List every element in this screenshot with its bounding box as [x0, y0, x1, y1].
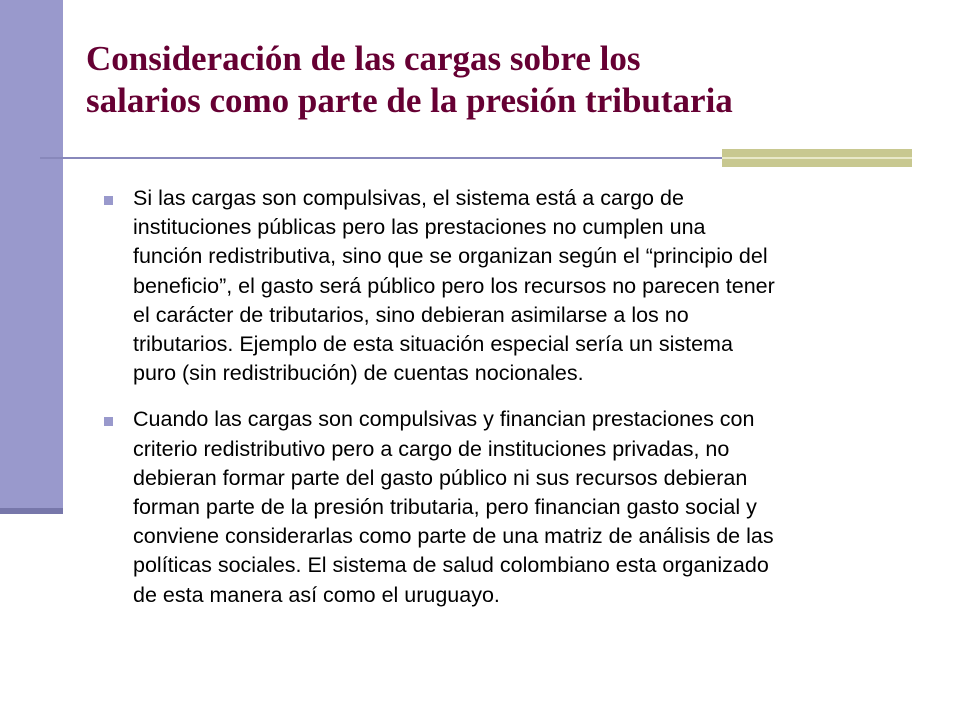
- bullet-text-line: instituciones públicas pero las prestaciones no cumplen una: [133, 215, 706, 240]
- bullet-text: [133, 184, 934, 388]
- bullet-text-line: beneficio”, el gasto será público pero los recursos no parecen tener: [133, 273, 775, 298]
- bullet-text-line: políticas sociales. El sistema de salud colombiano esta organizado: [133, 553, 769, 578]
- title-divider-accent-stripe: [722, 157, 912, 159]
- square-bullet-icon: [104, 196, 113, 205]
- bullet-text-line: forman parte de la presión tributaria, pero financian gasto social y: [133, 495, 757, 520]
- bullet-text-line: criterio redistributivo pero a cargo de instituciones privadas, no: [133, 436, 730, 461]
- bullet-text-line: tributarios. Ejemplo de esta situación especial sería un sistema: [133, 332, 733, 357]
- bullet-item-compulsory-private: [104, 405, 934, 609]
- bullet-text-line: Si las cargas son compulsivas, el sistema está a cargo de: [133, 186, 684, 210]
- bullet-text-line: función redistributiva, sino que se organizan según el “principio del: [133, 244, 768, 269]
- bullet-text-line: de esta manera así como el uruguayo.: [133, 582, 500, 607]
- bullet-text-line: Cuando las cargas son compulsivas y financian prestaciones con: [133, 407, 755, 432]
- slide-title-line-2: salarios como parte de la presión tributaria: [86, 81, 733, 120]
- left-decor-bar: [0, 0, 63, 512]
- bullet-list: [104, 184, 934, 627]
- square-bullet-icon: [104, 417, 113, 426]
- left-decor-bar-shadow: [0, 508, 63, 514]
- bullet-text-line: el carácter de tributarios, sino debieran asimilarse a los no: [133, 302, 689, 327]
- bullet-text-line: conviene considerarlas como parte de una matriz de análisis de las: [133, 524, 774, 549]
- bullet-text-line: puro (sin redistribución) de cuentas nocionales.: [133, 361, 584, 386]
- bullet-item-compulsory-public: [104, 184, 934, 388]
- slide-title: [86, 38, 926, 122]
- bullet-text-line: debieran formar parte del gasto público ni sus recursos debieran: [133, 465, 748, 490]
- slide-title-line-1: Consideración de las cargas sobre los: [86, 39, 641, 78]
- bullet-text: [133, 405, 934, 609]
